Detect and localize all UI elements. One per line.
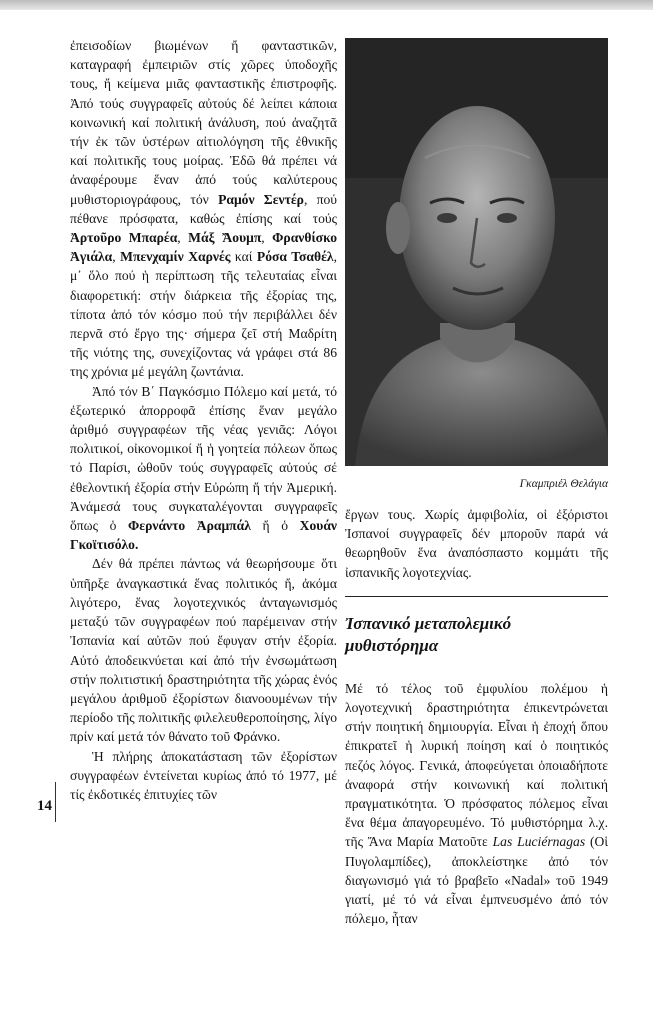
text-run: , — [112, 249, 121, 265]
right-column — [345, 505, 608, 928]
section-heading — [345, 613, 608, 657]
paragraph-no-rivalry: Δέν θά πρέπει πάντως νά θεωρήσουμε ὅτι ὑπῆρξε ἀναγκαστικά ἕνας πολιτικός ἤ, ἀκόμα λιγότερο, ἕνας λογοτεχνικός ἀνταγωνισμός μεταξύ τῶν συγγραφέων πού παρέμειναν στήν Ἰσπανία καί αὐτῶν πού ἔφυγαν στήν ἐξορία. Αὐτό ἀποδεικνύεται καί ἀπό τήν ἐνσωμάτωση στήν πολιτιστική δραστηριότητα τῆς χώρας ἑνός μεγάλου ἀριθμοῦ ἐξορίστων διανοουμένων τήν περίοδο τῆς πολιτικῆς φιλελευθεροποίησης, λίγο πρίν καί μετά τόν θάνατο τοῦ Φράνκο. — [70, 556, 337, 745]
page-number: 14 — [37, 798, 52, 814]
text-run: , — [177, 230, 189, 246]
author-name: Ἀρτοῦρο Μπαρέα — [70, 230, 178, 246]
margin-rule — [55, 782, 56, 822]
text-run: καί — [230, 249, 257, 265]
photo-caption: Γκαμπριέλ Θελάγια — [519, 478, 608, 490]
author-name: Φερνάντο Ἀραμπάλ — [128, 518, 251, 534]
section-heading-line: μυθιστόρημα — [345, 635, 439, 655]
text-run: (Οἱ Πυγολαμπίδες), ἀποκλείστηκε ἀπό τόν διαγωνισμό γιά τό βραβεῖο «Nadal» τοῦ 1949 γιατί, μέ τό νά εἶναι ἐμπνευσμένο ἀπό τόν πόλεμο, ἦταν — [345, 834, 609, 927]
section-divider — [345, 596, 608, 597]
paragraph-postwar-novel — [345, 679, 608, 929]
text-run: , — [261, 230, 273, 246]
author-name: Ραμόν Σεντέρ — [218, 191, 304, 207]
book-title: Las Luciérnagas — [492, 834, 586, 850]
text-run: ἐπεισοδίων βιωμένων ἤ φανταστικῶν, καταγραφή ἐμπειριῶν στίς χῶρες ὑποδοχῆς τους, ἤ κείμενα μιᾶς φανταστικῆς ἐπιστροφῆς. Ἀπό τούς συγγραφεῖς αὐτούς δέ λείπει κάποια κοινωνική καί πολιτική ἀνάλυση, πού ἀναζητᾶ τήν ἐκ τῶν ὑστέρων αἰτιολόγηση τῆς ἐθνικῆς καί πολιτικῆς τους μοίρας. Ἐδῶ θά πρέπει νά ἀναφέρουμε ἕναν ἀπό τούς καλύτερους μυθιστοριογράφους, τόν — [70, 38, 337, 207]
portrait-drawing — [345, 38, 608, 466]
page-top-edge — [0, 0, 653, 10]
author-name: Φρανθίσκο Ἀγιάλα — [70, 230, 338, 265]
author-portrait-photo — [345, 38, 608, 466]
paragraph-exiles-conclusion: ἔργων τους. Χωρίς ἀμφιβολία, οἱ ἐξόριστοι Ἰσπανοί συγγραφεῖς δέν μποροῦν παρά νά θεωρηθοῦν ἕνα ἀναπόσπαστο κομμάτι τῆς ἰσπανικῆς λογοτεχνίας. — [345, 507, 608, 580]
author-name: Μάξ Ἄουμπ — [188, 230, 262, 246]
left-column — [70, 36, 337, 804]
text-run: Μέ τό τέλος τοῦ ἐμφυλίου πολέμου ἡ λογοτεχνική δραστηριότητα ἐπικεντρώνεται στήν ποιητική δημιουργία. Εἶναι ἡ ἐποχή ὅπου ἐπικρατεῖ ἡ λυρική ποίηση καί ὁ ποιητικός πεζός λόγος. Γενικά, ἀποφεύγεται ὁποιαδήποτε ἀναφορά στήν κοινωνική καί πολιτική πραγματικότητα. Ὁ πρόσφατος πόλεμος εἶναι ἕνα θέμα ἀπαγορευμένο. Τό μυθιστόρημα λ.χ. τῆς Ἄνα Μαρία Ματοῦτε — [345, 680, 608, 850]
paragraph-postwar-exile — [70, 382, 337, 555]
paragraph-rehabilitation: Ἡ πλήρης ἀποκατάσταση τῶν ἐξορίστων συγγραφέων ἐντείνεται κυρίως ἀπό τό 1977, μέ τίς ἐκδοτικές ἐπιτυχίες τῶν — [70, 748, 337, 802]
author-name: Χουάν Γκοϊτισόλο. — [70, 518, 337, 553]
text-run: ἤ ὁ — [250, 518, 300, 534]
author-name: Ρόσα Τσαθέλ — [256, 249, 334, 265]
section-heading-line: Ἰσπανικό μεταπολεμικό — [345, 613, 512, 633]
paragraph-exiles-writers — [70, 36, 337, 382]
author-name: Μπενχαμίν Χαρνές — [120, 249, 231, 265]
text-run: , πού πέθανε πρόσφατα, καθώς ἐπίσης καί τούς — [70, 191, 338, 226]
text-run: Ἀπό τόν Β΄ Παγκόσμιο Πόλεμο καί μετά, τό ἐξωτερικό ἀπορροφᾶ ἐπίσης ἕναν μεγάλο ἀριθμό συγγραφέων τῆς νέας γενιᾶς: Λόγοι πολιτικοί, οἰκονομικοί ἤ ἡ γοητεία πόλεων ὅπως τό Παρίσι, ὠθοῦν τούς συγγραφεῖς αὐτούς σέ ἐθελοντική ἐξορία στήν Εὐρώπη ἤ τήν Ἀμερική. Ἀνάμεσά τους συγκαταλέγονται συγγραφεῖς ὅπως ὁ — [70, 383, 337, 534]
text-run: , μ᾽ ὅλο πού ἡ περίπτωση τῆς τελευταίας εἶναι διαφορετική: στήν διάρκεια τῆς ἐξορίας της, τίποτα ἀπό τόν κόσμο πού τήν περιβάλλει δέν περνᾶ στό ἔργο της· σήμερα ζεῖ στή Μαδρίτη τῆς νιότης της, συνεχίζοντας νά γράφει στά 86 της χρόνια μέ μεγάλη ζωντάνια. — [70, 249, 337, 380]
